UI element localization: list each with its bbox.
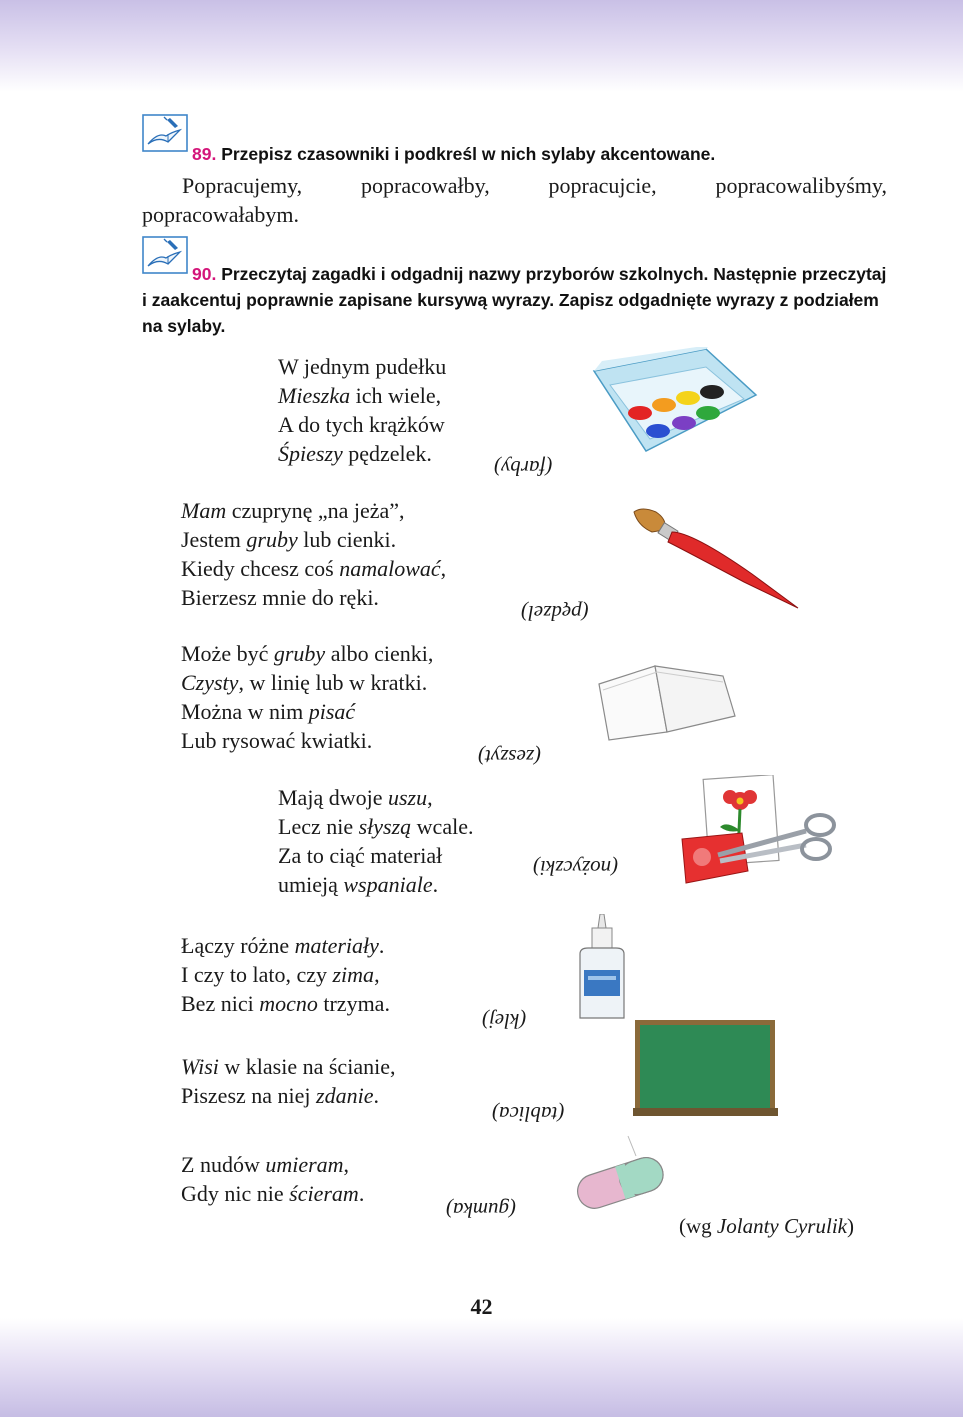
riddle-text: Bierzesz mnie do ręki. — [181, 585, 379, 610]
glue-bottle-icon — [574, 914, 630, 1027]
riddle-text: umieją — [278, 872, 344, 897]
credit-author: Jolanty Cyrulik — [716, 1214, 847, 1238]
riddle-line — [181, 726, 433, 755]
italic-word: gruby — [273, 641, 326, 666]
chalkboard-icon — [633, 1018, 778, 1123]
riddle-text: , — [427, 785, 433, 810]
riddle-stanza — [181, 496, 446, 612]
riddle-line — [278, 410, 446, 439]
task-89-instruction — [192, 141, 892, 167]
riddle-text: , w linię lub w kratki. — [238, 670, 428, 695]
answer-upside-down: (zeszyt) — [478, 745, 541, 769]
riddle-line — [278, 439, 446, 468]
riddle-line — [181, 697, 433, 726]
riddle-text: Lub rysować kwiatki. — [181, 728, 373, 753]
italic-word: Śpieszy — [278, 441, 343, 466]
riddle-line — [278, 783, 473, 812]
task-90-instruction — [142, 261, 887, 339]
italic-word: uszu — [387, 785, 428, 810]
task-89-number: 89. — [192, 144, 217, 164]
riddle-text: , — [343, 1152, 350, 1177]
italic-word: Mieszka — [278, 383, 351, 408]
italic-word: zdanie — [316, 1083, 374, 1108]
riddle-text: A do tych krążków — [278, 412, 445, 437]
riddle-stanza — [181, 1150, 364, 1208]
riddle-text: trzyma. — [317, 991, 390, 1016]
eraser-icon — [570, 1130, 670, 1217]
answer-upside-down: (gumka) — [446, 1198, 516, 1222]
riddle-text: Mają dwoje — [278, 785, 388, 810]
answer-upside-down: (farby) — [494, 456, 553, 480]
riddle-line — [181, 583, 446, 612]
riddle-text: Można w nim — [181, 699, 309, 724]
riddle-text: . — [432, 872, 439, 897]
riddle-line — [181, 1179, 364, 1208]
riddle-text: albo cienki, — [325, 641, 434, 666]
riddle-text: lub cienki. — [297, 527, 397, 552]
riddle-line — [278, 812, 473, 841]
riddle-text: Piszesz na niej — [181, 1083, 317, 1108]
italic-word: umieram — [265, 1152, 344, 1177]
answer-upside-down: (nożyczki) — [533, 856, 619, 880]
riddle-text: pędzelek. — [342, 441, 432, 466]
scissors-icon — [680, 775, 840, 892]
riddle-text: wcale. — [411, 814, 474, 839]
riddle-line — [181, 525, 446, 554]
source-credit — [679, 1214, 854, 1239]
italic-word: mocno — [259, 991, 318, 1016]
riddle-text: , — [440, 556, 447, 581]
italic-word: gruby — [246, 527, 298, 552]
riddle-text: , — [374, 962, 380, 987]
riddle-line — [181, 668, 433, 697]
verbs-text: Popracujemy, popracowałby, popracujcie, popracowalibyśmy, popracowałabym. — [142, 173, 887, 227]
riddle-line — [181, 931, 390, 960]
riddle-text: ich wiele, — [350, 383, 442, 408]
riddle-line — [181, 639, 433, 668]
riddle-line — [181, 960, 390, 989]
riddle-stanza — [181, 931, 390, 1018]
riddle-text: Może być — [181, 641, 274, 666]
riddle-stanza — [278, 352, 446, 468]
italic-word: pisać — [308, 699, 356, 724]
riddle-text: Lecz nie — [278, 814, 359, 839]
answer-upside-down: (tablica) — [492, 1102, 565, 1126]
italic-word: materiały — [294, 933, 379, 958]
riddle-text: Łączy różne — [181, 933, 295, 958]
riddle-text: Bez nici — [181, 991, 260, 1016]
notebook-icon — [595, 662, 740, 747]
riddle-stanza — [181, 1052, 395, 1110]
italic-word: Wisi — [181, 1054, 219, 1079]
riddle-text: Z nudów — [181, 1152, 266, 1177]
page-number: 42 — [470, 1294, 493, 1319]
riddle-text: czuprynę „na jeża”, — [226, 498, 405, 523]
riddle-line — [278, 841, 473, 870]
italic-word: namalować — [339, 556, 441, 581]
riddle-line — [181, 1150, 364, 1179]
write-task-icon — [142, 114, 190, 154]
riddle-line — [181, 1081, 395, 1110]
riddle-line — [278, 870, 473, 899]
riddle-text: Jestem — [181, 527, 247, 552]
answer-upside-down: (pędzel) — [521, 601, 589, 625]
italic-word: zima — [332, 962, 375, 987]
credit-suffix: ) — [846, 1214, 854, 1238]
italic-word: wspaniale — [343, 872, 433, 897]
italic-word: ścieram — [289, 1181, 359, 1206]
riddle-stanza — [181, 639, 433, 755]
riddle-line — [278, 352, 446, 381]
paint-box-icon — [588, 347, 763, 462]
italic-word: Czysty — [181, 670, 239, 695]
riddle-line — [181, 496, 446, 525]
riddle-text: Kiedy chcesz coś — [181, 556, 340, 581]
credit-prefix: (wg — [679, 1214, 717, 1238]
riddle-stanza — [278, 783, 473, 899]
task-90-text: Przeczytaj zagadki i odgadnij nazwy przyborów szkolnych. Następnie przeczytaj i zaakcentuj poprawnie zapisane kursywą wyrazy. Zapisz odgadnięte wyrazy z podziałem na sylaby. — [142, 264, 887, 336]
riddle-text: w klasie na ścianie, — [218, 1054, 396, 1079]
header-band — [0, 0, 963, 92]
riddle-line — [278, 381, 446, 410]
riddle-line — [181, 1052, 395, 1081]
task-90-number: 90. — [192, 264, 217, 284]
riddle-line — [181, 554, 446, 583]
riddle-text: . — [373, 1083, 379, 1108]
riddle-text: . — [358, 1181, 365, 1206]
riddle-line — [181, 989, 390, 1018]
answer-upside-down: (klej) — [482, 1009, 527, 1033]
task-89-text: Przepisz czasowniki i podkreśl w nich sylaby akcentowane. — [221, 144, 716, 164]
riddle-text: I czy to lato, czy — [181, 962, 333, 987]
riddle-text: . — [378, 933, 385, 958]
task-89-verbs — [142, 171, 887, 229]
riddle-text: Gdy nic nie — [181, 1181, 290, 1206]
italic-word: słyszą — [358, 814, 412, 839]
italic-word: Mam — [181, 498, 227, 523]
paintbrush-icon — [632, 506, 802, 616]
riddle-text: Za to ciąć materiał — [278, 843, 443, 868]
footer-band — [0, 1318, 963, 1417]
riddle-text: W jednym pudełku — [278, 354, 447, 379]
